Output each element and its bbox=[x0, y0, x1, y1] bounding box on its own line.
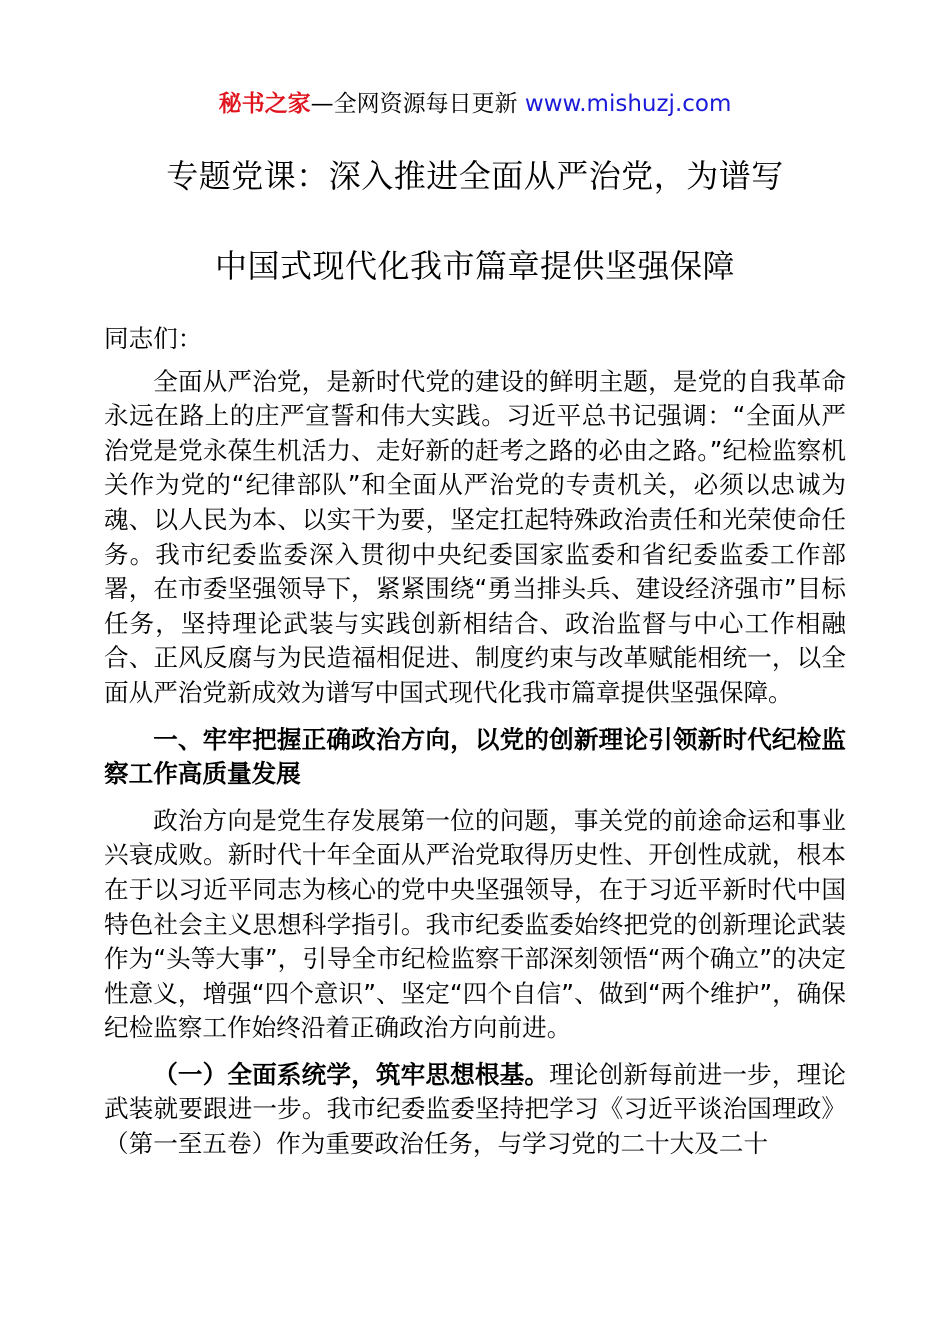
section-1-heading: 一、牢牢把握正确政治方向，以党的创新理论引领新时代纪检监察工作高质量发展 bbox=[104, 724, 846, 789]
site-header bbox=[0, 88, 950, 120]
header-tagline: —全网资源每日更新 bbox=[310, 91, 518, 117]
greeting: 同志们： bbox=[104, 324, 203, 353]
brand-name: 秘书之家 bbox=[218, 91, 311, 117]
subsection-1-paragraph bbox=[104, 1058, 846, 1162]
document-title-line-1: 专题党课：深入推进全面从严治党，为谱写 bbox=[166, 157, 784, 195]
site-url-link[interactable]: www.mishuzj.com bbox=[524, 91, 732, 117]
document-title-line-2: 中国式现代化我市篇章提供坚强保障 bbox=[214, 247, 735, 285]
subsection-1-lead: （一）全面系统学，筑牢思想根基。 bbox=[153, 1059, 550, 1089]
document-body bbox=[104, 322, 846, 1162]
subsection-1-text: 理论创新每前进一步，理论武装就要跟进一步。我市纪委监委坚持把学习《习近平谈治国理政》（第一至五卷）作为重要政治任务，与学习党的二十大及二十 bbox=[104, 1059, 846, 1159]
intro-paragraph: 全面从严治党，是新时代党的建设的鲜明主题，是党的自我革命永远在路上的庄严宣誓和伟大实践。习近平总书记强调：“全面从严治党是党永葆生机活力、走好新的赶考之路的必由之路。”纪检监察机关作为党的“纪律部队”和全面从严治党的专责机关，必须以忠诚为魂、以人民为本、以实干为要，坚定扛起特殊政治责任和光荣使命任务。我市纪委监委深入贯彻中央纪委国家监委和省纪委监委工作部署，在市委坚强领导下，紧紧围绕“勇当排头兵、建设经济强市”目标任务，坚持理论武装与实践创新相结合、政治监督与中心工作相融合、正风反腐与为民造福相促进、制度约束与改革赋能相统一，以全面从严治党新成效为谱写中国式现代化我市篇章提供坚强保障。 bbox=[104, 366, 846, 707]
section-1-paragraph: 政治方向是党生存发展第一位的问题，事关党的前途命运和事业兴衰成败。新时代十年全面从严治党取得历史性、开创性成就，根本在于以习近平同志为核心的党中央坚强领导，在于习近平新时代中国特色社会主义思想科学指引。我市纪委监委始终把党的创新理论武装作为“头等大事”，引导全市纪检监察干部深刻领悟“两个确立”的决定性意义，增强“四个意识”、坚定“四个自信”、做到“两个维护”，确保纪检监察工作始终沿着正确政治方向前进。 bbox=[104, 805, 846, 1043]
